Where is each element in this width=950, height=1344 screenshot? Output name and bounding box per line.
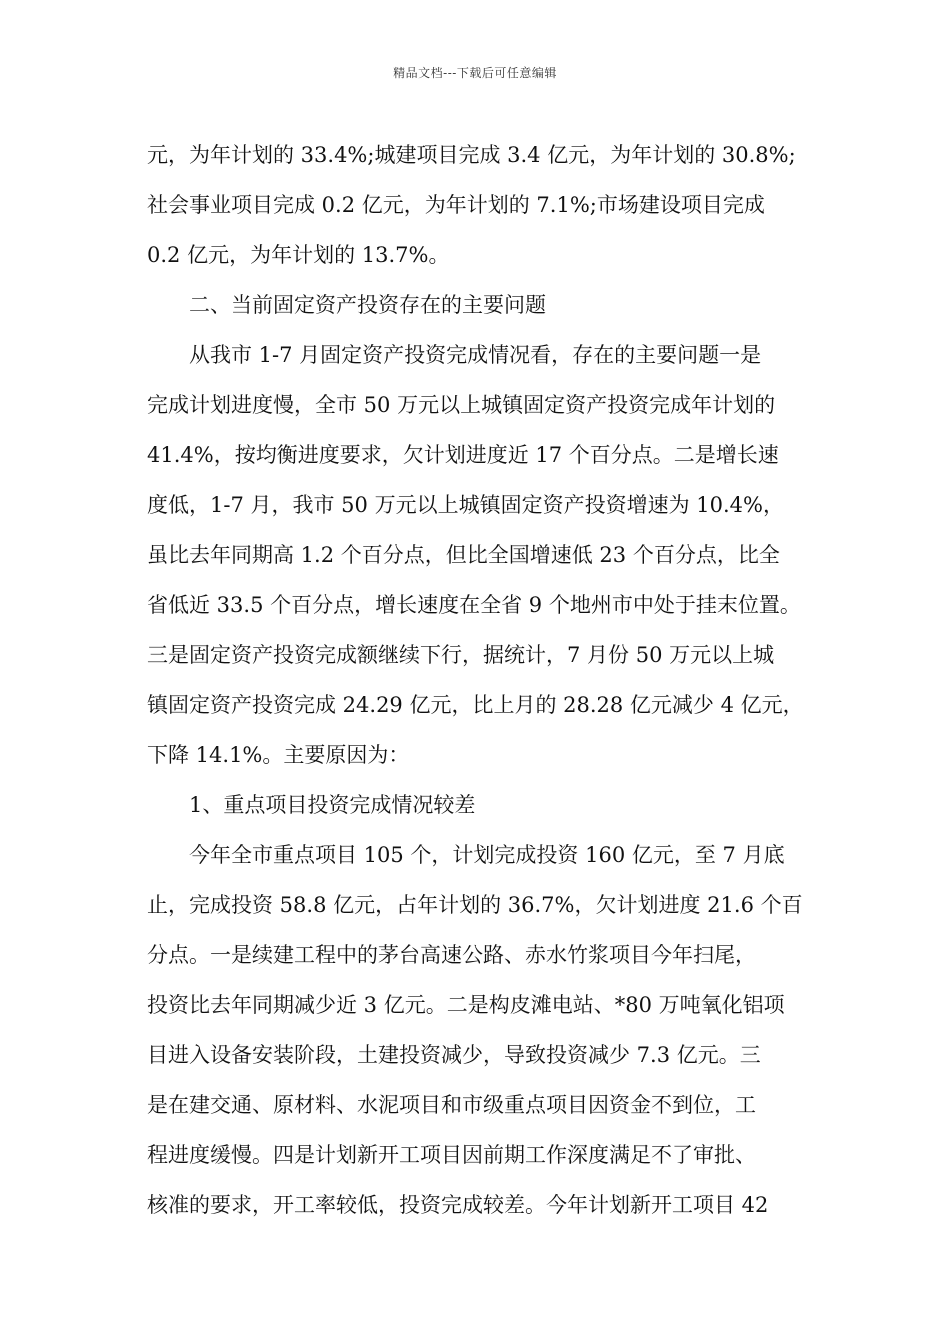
body-line: 省低近 33.5 个百分点，增长速度在全省 9 个地州市中处于挂末位置。 <box>147 593 801 617</box>
body-line: 下降 14.1%。主要原因为： <box>147 743 410 767</box>
body-line: 核准的要求，开工率较低，投资完成较差。今年计划新开工项目 42 <box>147 1193 769 1217</box>
section-heading: 二、当前固定资产投资存在的主要问题 <box>189 293 546 317</box>
body-line: 度低，1-7 月，我市 50 万元以上城镇固定资产投资增速为 10.4%， <box>147 493 784 517</box>
body-line: 社会事业项目完成 0.2 亿元，为年计划的 7.1%;市场建设项目完成 <box>147 193 765 217</box>
body-line: 程进度缓慢。四是计划新开工项目因前期工作深度满足不了审批、 <box>147 1143 756 1167</box>
body-line: 完成计划进度慢，全市 50 万元以上城镇固定资产投资完成年计划的 <box>147 393 776 417</box>
body-line: 投资比去年同期减少近 3 亿元。二是构皮滩电站、*80 万吨氧化铝项 <box>147 993 785 1017</box>
body-line: 是在建交通、原材料、水泥项目和市级重点项目因资金不到位，工 <box>147 1093 756 1117</box>
body-line: 镇固定资产投资完成 24.29 亿元，比上月的 28.28 亿元减少 4 亿元， <box>147 693 804 717</box>
body-line: 目进入设备安装阶段，土建投资减少，导致投资减少 7.3 亿元。三 <box>147 1043 761 1067</box>
body-line: 元，为年计划的 33.4%;城建项目完成 3.4 亿元，为年计划的 30.8%; <box>147 143 796 167</box>
body-line: 从我市 1-7 月固定资产投资完成情况看，存在的主要问题一是 <box>189 343 762 367</box>
body-line: 虽比去年同期高 1.2 个百分点，但比全国增速低 23 个百分点，比全 <box>147 543 780 567</box>
body-line: 今年全市重点项目 105 个，计划完成投资 160 亿元，至 7 月底 <box>189 843 785 867</box>
body-line: 分点。一是续建工程中的茅台高速公路、赤水竹浆项目今年扫尾， <box>147 943 756 967</box>
subsection-heading: 1、重点项目投资完成情况较差 <box>189 793 476 817</box>
body-line: 止，完成投资 58.8 亿元，占年计划的 36.7%，欠计划进度 21.6 个百 <box>147 893 803 917</box>
body-line: 三是固定资产投资完成额继续下行，据统计，7 月份 50 万元以上城 <box>147 643 775 667</box>
body-line: 0.2 亿元，为年计划的 13.7%。 <box>147 243 450 267</box>
body-line: 41.4%，按均衡进度要求，欠计划进度近 17 个百分点。二是增长速 <box>147 443 779 467</box>
document-body <box>147 130 813 1230</box>
page-header: 精品文档---下载后可任意编辑 <box>393 66 557 80</box>
